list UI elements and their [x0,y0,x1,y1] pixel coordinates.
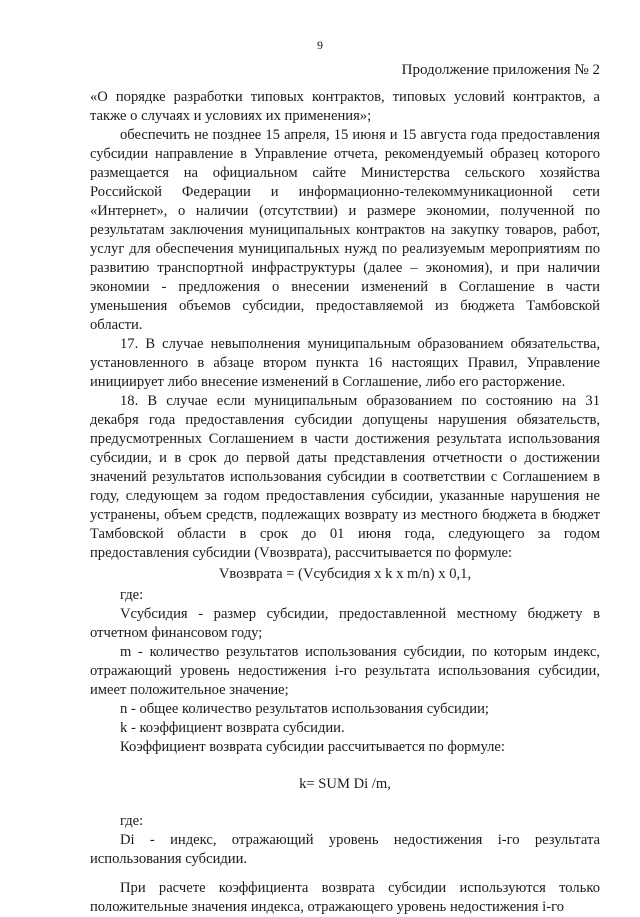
formula-return-volume: Vвозврата = (Vсубсидия x k x m/n) x 0,1, [218,566,472,582]
paragraph-11: При расчете коэффициента возврата субсидии используются только положительные значения индекса, отражающего уровень недостижения i-го [90,880,600,915]
paragraph-4: 18. В случае если муниципальным образованием по состоянию на 31 декабря года предоставления субсидии допущены нарушения обязательств, предусмотренных Соглашением в части достижения результата использования субсидии, и в срок до первой даты представления отчетности о достижении значений результатов использования субсидии в соответствии с Соглашением в году, следующем за годом предоставления субсидии, указанные нарушения не устранены, объем средств, подлежащих возврату из местного бюджета в бюджет Тамбовской области в срок до 01 июня года, следующего за годом предоставления субсидии (Vвозврата), рассчитывается по формуле: [90,393,600,561]
paragraph-3: 17. В случае невыполнения муниципальным образованием обязательства, установленного в абзаце втором пункта 16 настоящих Правил, Управление инициирует либо внесение изменений в Соглашение, либо его расторжение. [90,336,600,390]
where-label-1: где: [120,587,144,603]
page-number: 9 [317,38,323,52]
paragraph-8: k - коэффициент возврата субсидии. [120,720,345,736]
paragraph-9: Коэффициент возврата субсидии рассчитывается по формуле: [120,739,505,755]
paragraph-2: обеспечить не позднее 15 апреля, 15 июня и 15 августа года предоставления субсидии направление в Управление отчета, рекомендуемый образец которого размещается на официальном сайте Министерства сельского хозяйства Российской Федерации и информационно-телекоммуникационной сети «Интернет», о наличии (отсутствии) и размере экономии, полученной по результатам заключения муниципальных контрактов на закупку товаров, работ, услуг для обеспечения муниципальных нужд по реализуемым мероприятиям по развитию транспортной инфраструктуры (далее – экономия), и при наличии экономии - предложения о внесении изменений в Соглашение в части уменьшения объемов субсидии, предоставляемой из бюджета Тамбовской области. [90,127,600,333]
paragraph-5: Vсубсидия - размер субсидии, предоставленной местному бюджету в отчетном финансовом году; [90,606,600,641]
paragraph-10: Di - индекс, отражающий уровень недостижения i-го результата использования субсидии. [90,832,600,867]
paragraph-7: n - общее количество результатов использования субсидии; [120,701,489,717]
paragraph-6: m - количество результатов использования субсидии, по которым индекс, отражающий уровень недостижения i-го результата использования субсидии, имеет положительное значение; [90,644,600,698]
formula-coefficient: k= SUM Di /m, [299,776,391,792]
where-label-2: где: [120,813,144,829]
document-body [90,88,600,917]
paragraph-1: «О порядке разработки типовых контрактов, типовых условий контрактов, а также о случаях и условиях их применения»; [90,89,600,124]
appendix-header: Продолжение приложения № 2 [401,62,600,78]
